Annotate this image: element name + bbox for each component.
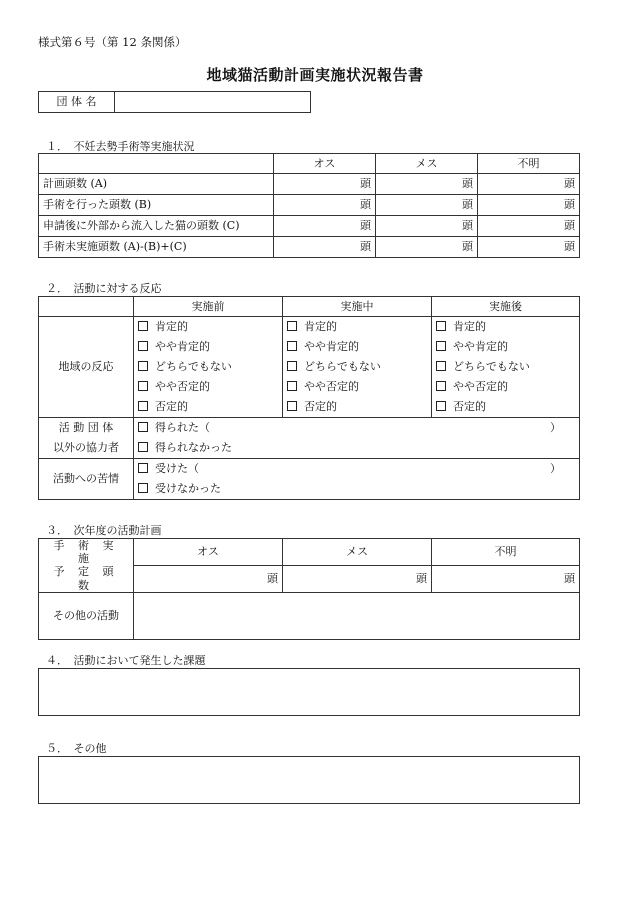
planned-surgery-label-line2: 予 定 頭 数 [39, 565, 134, 592]
option-label: やや肯定的 [304, 340, 359, 353]
checkbox[interactable] [287, 361, 297, 371]
closing-paren: ） [550, 421, 561, 434]
option-neutral[interactable] [436, 357, 575, 377]
checkbox[interactable] [138, 361, 148, 371]
option-obtained[interactable] [138, 418, 575, 438]
option-somewhat-negative[interactable] [138, 377, 278, 397]
option-neutral[interactable] [287, 357, 427, 377]
option-label: やや否定的 [453, 380, 508, 393]
count-cell[interactable]: 頭 [478, 174, 580, 195]
option-label: 肯定的 [304, 320, 337, 333]
checkbox[interactable] [436, 341, 446, 351]
next-year-plan-table [38, 538, 580, 640]
option-negative[interactable] [138, 397, 278, 417]
count-cell[interactable]: 頭 [478, 216, 580, 237]
count-cell[interactable]: 頭 [478, 195, 580, 216]
column-header-female: メス [283, 539, 432, 566]
option-not-obtained[interactable] [138, 438, 575, 458]
option-label: やや否定的 [304, 380, 359, 393]
cooperation-options [134, 418, 580, 459]
cooperation-label-line1: 活 動 団 体 [58, 421, 114, 434]
column-header-female: メス [376, 154, 478, 174]
corner-cell [39, 297, 134, 317]
column-header-after: 実施後 [432, 297, 580, 317]
checkbox[interactable] [436, 381, 446, 391]
checkbox[interactable] [287, 401, 297, 411]
option-somewhat-positive[interactable] [138, 337, 278, 357]
option-label: 受けなかった [155, 482, 221, 495]
community-reaction-label: 地域の反応 [39, 317, 134, 418]
count-cell[interactable]: 頭 [376, 174, 478, 195]
count-cell[interactable]: 頭 [376, 237, 478, 258]
option-label: 得られた（ [155, 421, 210, 434]
option-somewhat-negative[interactable] [287, 377, 427, 397]
section1-heading: １． 不妊去勢手術等実施状況 [46, 140, 195, 153]
count-cell[interactable]: 頭 [274, 195, 376, 216]
section3-heading: ３． 次年度の活動計画 [46, 524, 162, 537]
count-cell[interactable]: 頭 [274, 237, 376, 258]
row-label: 手術未実施頭数 (A)-(B)+(C) [39, 237, 274, 258]
table-row [39, 216, 580, 237]
cooperation-label [39, 418, 134, 459]
option-label: 肯定的 [453, 320, 486, 333]
planned-surgery-label-line1: 手 術 実 施 [39, 539, 134, 566]
option-label: 得られなかった [155, 441, 232, 454]
option-label: どちらでもない [304, 360, 381, 373]
column-header-male: オス [274, 154, 376, 174]
group-name-table [38, 91, 311, 113]
row-label: 計画頭数 (A) [39, 174, 274, 195]
option-somewhat-negative[interactable] [436, 377, 575, 397]
option-label: 肯定的 [155, 320, 188, 333]
checkbox[interactable] [436, 401, 446, 411]
option-label: どちらでもない [453, 360, 530, 373]
option-label: 否定的 [155, 400, 188, 413]
checkbox[interactable] [138, 381, 148, 391]
checkbox[interactable] [436, 321, 446, 331]
option-negative[interactable] [287, 397, 427, 417]
option-label: 否定的 [304, 400, 337, 413]
corner-cell [39, 154, 274, 174]
checkbox[interactable] [287, 321, 297, 331]
column-header-during: 実施中 [283, 297, 432, 317]
checkbox[interactable] [138, 442, 148, 452]
checkbox[interactable] [138, 341, 148, 351]
option-label: 否定的 [453, 400, 486, 413]
checkbox[interactable] [138, 401, 148, 411]
option-label: 受けた（ [155, 462, 199, 475]
option-label: やや肯定的 [155, 340, 210, 353]
group-name-field[interactable] [115, 92, 311, 113]
section4-heading: ４． 活動において発生した課題 [46, 654, 206, 667]
complaints-options [134, 459, 580, 500]
issues-field[interactable] [38, 668, 580, 716]
checkbox[interactable] [436, 361, 446, 371]
checkbox[interactable] [287, 341, 297, 351]
column-header-male: オス [134, 539, 283, 566]
section2-heading: ２． 活動に対する反応 [46, 282, 162, 295]
option-positive[interactable] [138, 317, 278, 337]
option-label: やや肯定的 [453, 340, 508, 353]
count-cell[interactable]: 頭 [274, 174, 376, 195]
option-somewhat-positive[interactable] [436, 337, 575, 357]
reaction-table [38, 296, 580, 500]
checkbox[interactable] [138, 483, 148, 493]
table-row [39, 237, 580, 258]
option-positive[interactable] [287, 317, 427, 337]
option-negative[interactable] [436, 397, 575, 417]
checkbox[interactable] [138, 422, 148, 432]
option-label: やや否定的 [155, 380, 210, 393]
page-title: 地域猫活動計画実施状況報告書 [206, 66, 424, 84]
planned-count-unknown[interactable]: 頭 [432, 565, 580, 592]
column-header-unknown: 不明 [478, 154, 580, 174]
group-name-label: 団 体 名 [39, 92, 115, 113]
option-label: どちらでもない [155, 360, 232, 373]
option-somewhat-positive[interactable] [287, 337, 427, 357]
planned-count-male[interactable]: 頭 [134, 565, 283, 592]
complaints-label: 活動への苦情 [39, 459, 134, 500]
other-activities-label: その他の活動 [39, 592, 134, 639]
reaction-options-before [134, 317, 283, 418]
column-header-before: 実施前 [134, 297, 283, 317]
checkbox[interactable] [287, 381, 297, 391]
section5-heading: ５． その他 [46, 742, 107, 755]
surgery-status-table [38, 153, 580, 258]
option-positive[interactable] [436, 317, 575, 337]
option-neutral[interactable] [138, 357, 278, 377]
cooperation-label-line2: 以外の協力者 [53, 441, 119, 454]
row-label: 手術を行った頭数 (B) [39, 195, 274, 216]
table-row [39, 195, 580, 216]
checkbox[interactable] [138, 463, 148, 473]
column-header-unknown: 不明 [432, 539, 580, 566]
count-cell[interactable]: 頭 [376, 195, 478, 216]
checkbox[interactable] [138, 321, 148, 331]
other-notes-field[interactable] [38, 756, 580, 804]
count-cell[interactable]: 頭 [274, 216, 376, 237]
table-row [39, 174, 580, 195]
planned-count-female[interactable]: 頭 [283, 565, 432, 592]
reaction-options-during [283, 317, 432, 418]
option-received[interactable] [138, 459, 575, 479]
count-cell[interactable]: 頭 [376, 216, 478, 237]
count-cell[interactable]: 頭 [478, 237, 580, 258]
form-number: 様式第６号（第 12 条関係） [38, 35, 187, 49]
row-label: 申請後に外部から流入した猫の頭数 (C) [39, 216, 274, 237]
option-not-received[interactable] [138, 479, 575, 499]
reaction-options-after [432, 317, 580, 418]
closing-paren: ） [550, 462, 561, 475]
other-activities-field[interactable] [134, 592, 580, 639]
